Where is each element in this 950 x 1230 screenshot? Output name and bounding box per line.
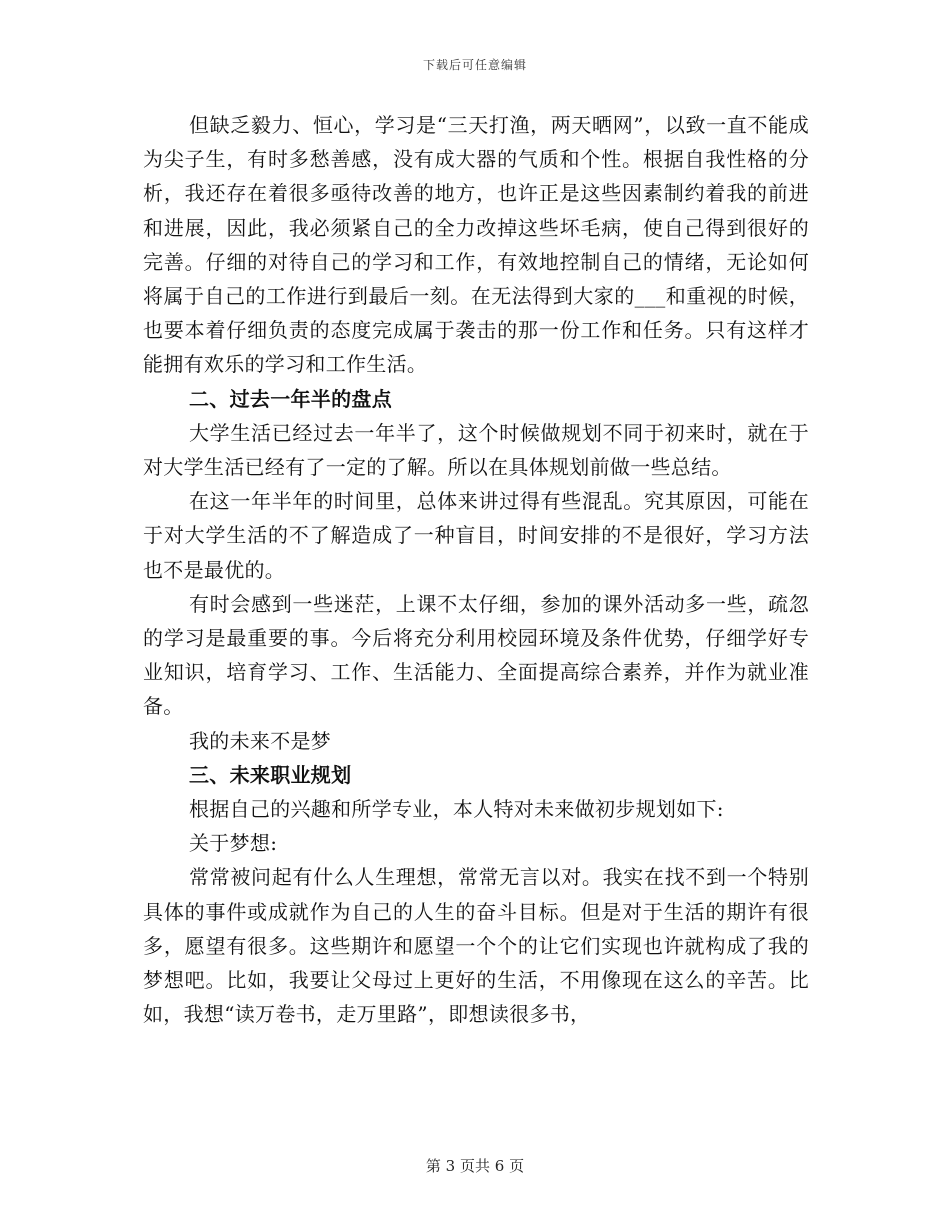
paragraph-about-dream: 关于梦想: bbox=[189, 831, 278, 856]
paragraph-dream-title: 我的未来不是梦 bbox=[189, 728, 332, 753]
paragraph-dream-details: 常常被问起有什么人生理想，常常无言以对。我实在找不到一个特别具体的事件或成就作为自己的人生的奋斗目标。但是对于生活的期许有很多，愿望有很多。这些期许和愿望一个个的让它们实现也许就构成了我的梦想吧。比如，我要让父母过上更好的生活，不用像现在这么的辛苦。比如，我想“读万卷书，走万里路”，即想读很多书， bbox=[143, 865, 809, 1027]
page-footer: 第 3 页共 6 页 bbox=[425, 1157, 525, 1175]
paragraph-plan-intro: 根据自己的兴趣和所学专业，本人特对未来做初步规划如下: bbox=[189, 797, 724, 822]
paragraph-college-life: 大学生活已经过去一年半了，这个时候做规划不同于初来时，就在于对大学生活已经有了一定的了解。所以在具体规划前做一些总结。 bbox=[143, 420, 809, 480]
section-heading-past-review: 二、过去一年半的盘点 bbox=[189, 386, 392, 411]
section-heading-career-plan: 三、未来职业规划 bbox=[189, 762, 352, 787]
paragraph-year-summary: 在这一年半年的时间里，总体来讲过得有些混乱。究其原因，可能在于对大学生活的不了解造成了一种盲目，时间安排的不是很好，学习方法也不是最优的。 bbox=[143, 489, 809, 582]
page-header: 下载后可任意编辑 bbox=[422, 58, 527, 72]
document-body bbox=[143, 108, 809, 1031]
paragraph-self-analysis: 但缺乏毅力、恒心，学习是“三天打渔，两天晒网”，以致一直不能成为尖子生，有时多愁善感，没有成大器的气质和个性。根据自我性格的分析，我还存在着很多亟待改善的地方，也许正是这些因素制约着我的前进和进展，因此，我必须紧自己的全力改掉这些坏毛病，使自己得到很好的完善。仔细的对待自己的学习和工作，有效地控制自己的情绪，无论如何将属于自己的工作进行到最后一刻。在无法得到大家的___和重视的时候，也要本着仔细负责的态度完成属于袭击的那一份工作和任务。只有这样才能拥有欢乐的学习和工作生活。 bbox=[143, 113, 809, 377]
paragraph-confusion: 有时会感到一些迷茫，上课不太仔细，参加的课外活动多一些，疏忽的学习是最重要的事。今后将充分利用校园环境及条件优势，仔细学好专业知识，培育学习、工作、生活能力、全面提高综合素养，并作为就业准备。 bbox=[143, 591, 809, 719]
